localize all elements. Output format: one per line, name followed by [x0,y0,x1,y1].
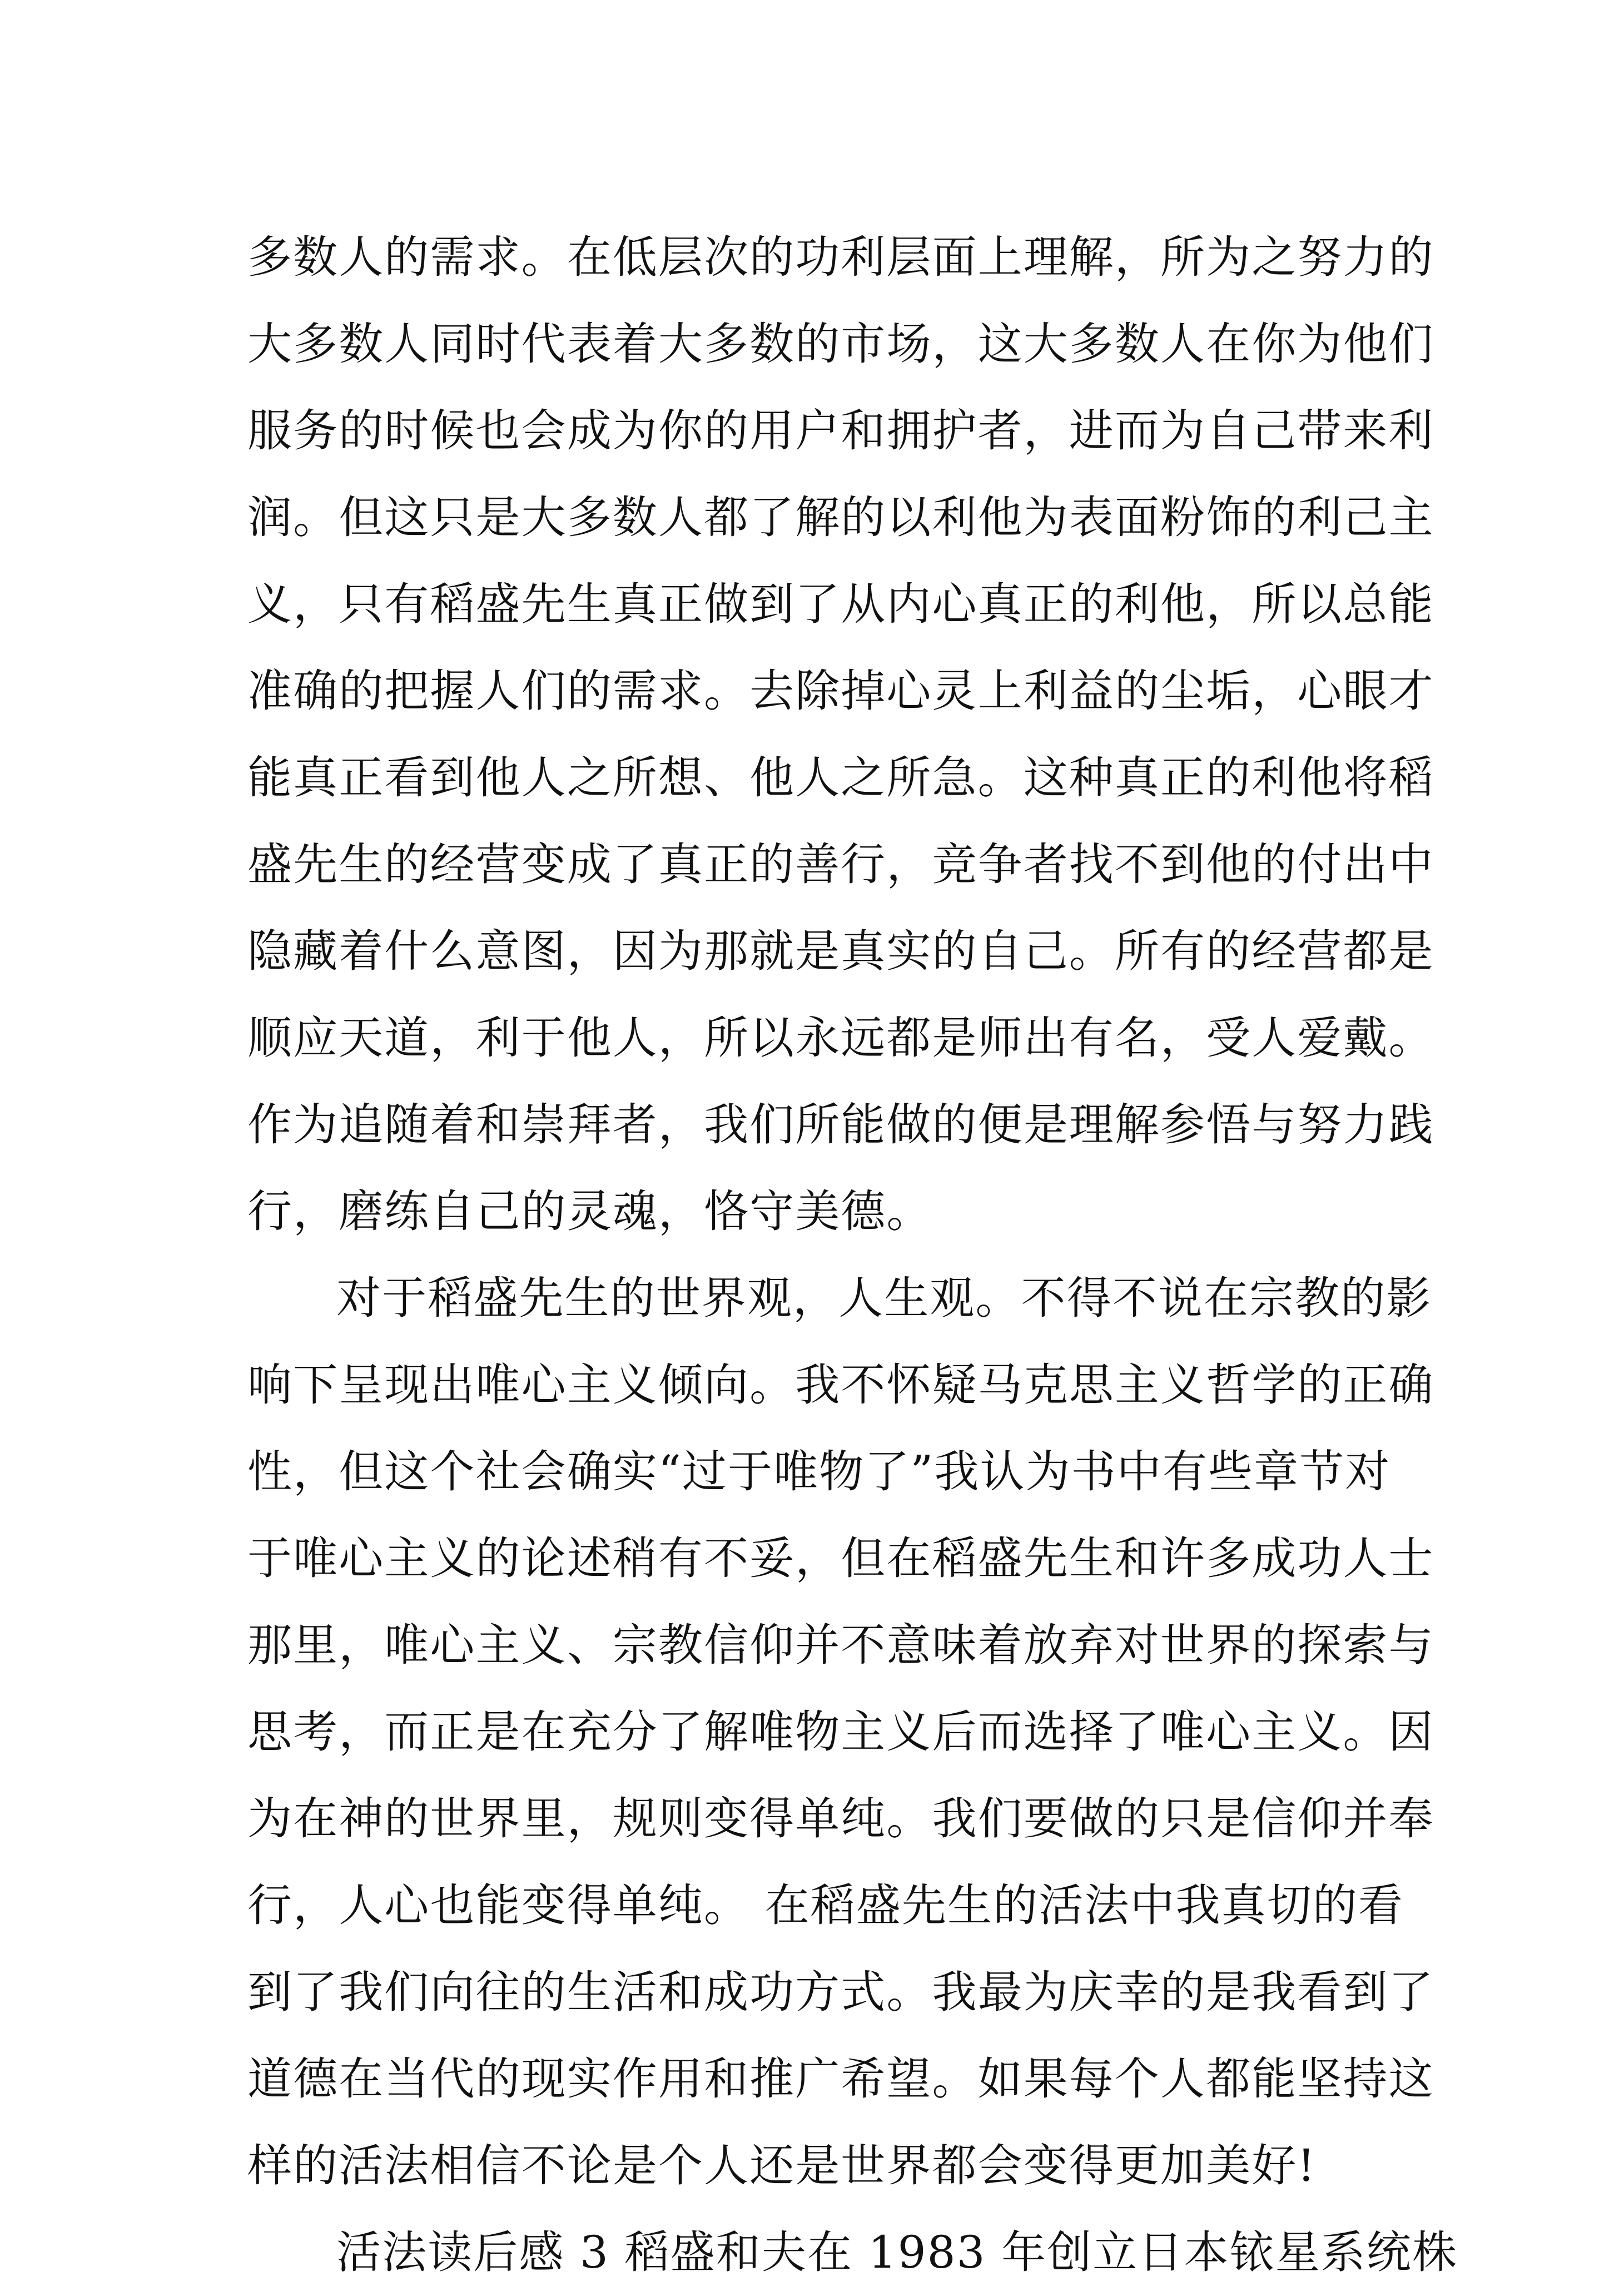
document-body [247,214,1458,2296]
text-line: 多数人的需求。在低层次的功利层面上理解，所为之努力的 [247,231,1434,283]
text-line: 能真正看到他人之所想、他人之所急。这种真正的利他将稻 [247,752,1434,804]
text-line: 于唯心主义的论述稍有不妥，但在稻盛先生和许多成功人士 [247,1533,1434,1584]
text-line: 道德在当代的现实作用和推广希望。如果每个人都能坚持这 [247,2053,1434,2105]
text-line: 样的活法相信不论是个人还是世界都会变得更加美好! [247,2140,1317,2191]
text-line: 那里，唯心主义、宗教信仰并不意味着放弃对世界的探索与 [247,1619,1434,1671]
text-line: 盛先生的经营变成了真正的善行，竞争者找不到他的付出中 [247,839,1434,890]
paragraph-first-line: 对于稻盛先生的世界观，人生观。不得不说在宗教的影 [336,1272,1432,1324]
text-line: 响下呈现出唯心主义倾向。我不怀疑马克思主义哲学的正确 [247,1359,1434,1411]
text-line: 隐藏着什么意图，因为那就是真实的自己。所有的经营都是 [247,925,1434,977]
text-line: 顺应天道，利于他人，所以永远都是师出有名，受人爱戴。 [247,1012,1434,1064]
text-line: 为在神的世界里，规则变得单纯。我们要做的只是信仰并奉 [247,1793,1434,1844]
text-line: 行，磨练自己的灵魂，恪守美德。 [247,1186,932,1237]
text-line: 思考，而正是在充分了解唯物主义后而选择了唯心主义。因 [247,1706,1434,1758]
text-line: 大多数人同时代表着大多数的市场，这大多数人在你为他们 [247,318,1434,370]
text-line: 润。但这只是大多数人都了解的以利他为表面粉饰的利己主 [247,492,1434,543]
text-line: 性，但这个社会确实“过于唯物了”我认为书中有些章节对 [247,1446,1391,1497]
text-line: 作为追随着和崇拜者，我们所能做的便是理解参悟与努力践 [247,1099,1434,1151]
text-line: 准确的把握人们的需求。去除掉心灵上利益的尘垢，心眼才 [247,665,1434,717]
text-line: 到了我们向往的生活和成功方式。我最为庆幸的是我看到了 [247,1966,1434,2018]
text-line: 行，人心也能变得单纯。 在稻盛先生的活法中我真切的看 [247,1880,1404,1931]
text-line: 服务的时候也会成为你的用户和拥护者，进而为自己带来利 [247,405,1434,457]
text-line: 义，只有稻盛先生真正做到了从内心真正的利他，所以总能 [247,578,1434,630]
paragraph-first-line: 活法读后感 3 稻盛和夫在 1983 年创立日本铱星系统株 [336,2226,1458,2278]
